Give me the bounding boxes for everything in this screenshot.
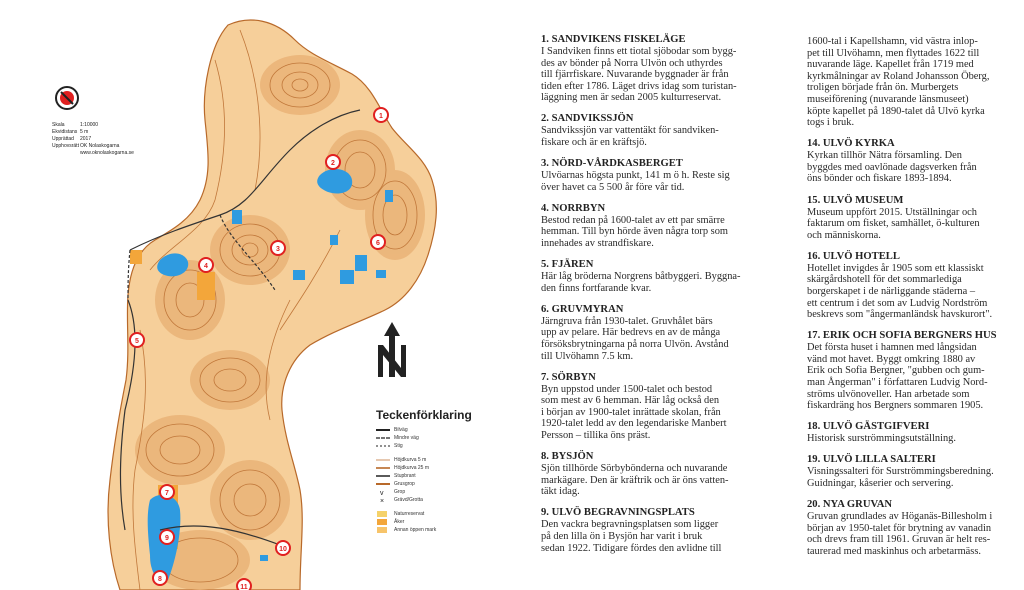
poi-description-line: I Sandviken finns ett tiotal sjöbodar som bygg-: [541, 46, 737, 57]
legend-label: Åker: [394, 519, 405, 525]
field-symbol-icon: [376, 519, 390, 525]
poi-entry: [541, 507, 773, 554]
poi-description-line: Ulvöarnas högsta punkt, 141 m ö h. Reste sig: [541, 170, 730, 182]
poi-description-line: borgerskapet i de närliggande städerna –: [807, 286, 976, 297]
marker-2[interactable]: [326, 155, 340, 169]
poi-description-line: Guidningar, kåserier och servering.: [807, 478, 954, 490]
marker-number: 9: [165, 535, 169, 542]
poi-title: 2. SANDVIKSSJÖN: [541, 113, 634, 125]
poi-entry: [807, 251, 1021, 321]
info-value: 1:10000: [80, 122, 99, 128]
poi-description-line: tiden efter 1786. Läget drivs idag som turistan-: [541, 80, 737, 92]
poi-title: 18. ULVÖ GÄSTGIFVERI: [807, 421, 930, 433]
info-label: Ekvidistans: [52, 129, 78, 135]
legend-item: [376, 480, 516, 488]
poi-description-line: sedan 1922. Tidigare fördes den avlidne till: [541, 542, 722, 554]
index-contour-symbol-icon: [376, 465, 390, 471]
marker-number: 8: [158, 576, 162, 583]
cliff-symbol-icon: [376, 473, 390, 479]
marker-number: 4: [204, 263, 208, 270]
poi-description-line: ett centrum i det som av Ludvig Nordström: [807, 297, 988, 309]
legend-item: [376, 426, 516, 434]
poi-description-line: Järngruva från 1930-talet. Gruvhålet bärs: [541, 315, 713, 327]
continued-line: köpte kapellet på 1890-talet då Ulvö kyrka: [807, 105, 985, 117]
legend-item: [376, 472, 516, 480]
poi-description-line: Historisk surströmmingsutställning.: [807, 433, 956, 445]
map-info-line: [52, 129, 182, 136]
pit-symbol-icon: [376, 489, 390, 495]
poi-description: [807, 263, 1021, 321]
map-info-block: [52, 122, 182, 157]
poi-description: [807, 466, 1021, 489]
poi-description-line: innehades av strandfiskare.: [541, 238, 654, 250]
poi-entry: [541, 451, 773, 498]
poi-description-line: fiskare och är en kräftsjö.: [541, 137, 647, 149]
poi-title: 19. ULVÖ LILLA SALTERI: [807, 454, 936, 466]
poi-description-line: Gruvan grundlades av Höganäs-Billesholm i: [807, 511, 993, 523]
poi-title: 8. BYSJÖN: [541, 451, 594, 463]
poi-description-line: vänd mot havet. Byggt omkring 1880 av: [807, 353, 976, 365]
info-label: [52, 150, 80, 157]
poi-description: [807, 150, 1021, 185]
poi-description-line: Museum uppfört 2015. Utställningar och: [807, 206, 977, 218]
poi-title: 15. ULVÖ MUSEUM: [807, 194, 904, 206]
text-column-right: [807, 36, 1021, 567]
poi-description-line: och drevs fram till 1961. Gruvan är helt res-: [807, 534, 991, 546]
poi-title: 7. SÖRBYN: [541, 371, 596, 383]
poi-description-line: 1920-talet ledd av den legendariske Manbert: [541, 418, 727, 430]
legend-title: Teckenförklaring: [376, 408, 472, 422]
info-value: 2017: [80, 136, 92, 142]
poi-description-line: täkt idag.: [541, 486, 580, 498]
poi-description-line: Erik och Sofia Bergner, "gubben och gum-: [807, 365, 985, 377]
poi-description-line: Bestod redan på 1600-talet av ett par smärre: [541, 214, 725, 226]
map-info-line: [52, 122, 182, 129]
info-label: Upphovsrätt: [52, 143, 79, 149]
legend-label: Stig: [394, 443, 403, 449]
marker-number: 6: [376, 240, 380, 247]
legend-item: [376, 518, 516, 526]
poi-description-line: Hotellet invigdes år 1905 som ett klassiskt: [807, 262, 984, 274]
poi-description-line: Visningssalteri för Surströmmingsberedning.: [807, 466, 994, 478]
reserve-symbol-icon: [376, 511, 390, 517]
marker-8[interactable]: [153, 571, 167, 585]
poi-description-line: beskrevs som "ångermanländsk havskurort".: [807, 309, 993, 321]
legend-item: [376, 488, 516, 496]
poi-description-line: och människorna.: [807, 229, 881, 241]
poi-description: [541, 384, 773, 442]
club-logo: [56, 87, 78, 109]
poi-title: 16. ULVÖ HOTELL: [807, 250, 900, 262]
legend-item: [376, 456, 516, 464]
poi-description-line: till Ulvöhamn 7.5 km.: [541, 350, 634, 362]
poi-description: [807, 207, 1021, 242]
poi-title: 5. FJÄREN: [541, 259, 594, 271]
path-symbol-icon: [376, 443, 390, 449]
legend-item: [376, 510, 516, 518]
gravel-pit-symbol-icon: [376, 481, 390, 487]
poi-entry: [807, 454, 1021, 489]
marker-number: 7: [165, 490, 169, 497]
continued-line: troligen började från ön. Murbergets: [807, 82, 959, 94]
poi-description: [541, 170, 773, 193]
poi-description: [541, 316, 773, 362]
poi-description-line: den finns fortfarande kvar.: [541, 282, 652, 294]
continued-line: museiförening (nuvarande länsmuseet): [807, 93, 969, 105]
poi-entry: [807, 195, 1021, 242]
poi-entry: [541, 304, 773, 362]
poi-description-line: i början av 1900-talet inrättade skolan, från: [541, 406, 721, 418]
svg-text:×: ×: [380, 498, 385, 503]
legend-item: [376, 442, 516, 450]
map-info-line: [52, 150, 182, 157]
continued-text: [807, 36, 1021, 129]
continued-line: togs i bruk.: [807, 117, 855, 129]
poi-title: 9. ULVÖ BEGRAVNINGSPLATS: [541, 507, 695, 519]
legend-label: Grop: [394, 489, 406, 495]
poi-entry: [807, 421, 1021, 445]
continued-line: nuvarande läge. Kapellet från 1719 med: [807, 59, 974, 71]
poi-description-line: Här låg bröderna Norgrens båtbyggeri. Byggna-: [541, 271, 741, 283]
poi-title: 6. GRUVMYRAN: [541, 303, 624, 315]
poi-description-line: taurerad med maskinhus och arbetarmäss.: [807, 545, 981, 557]
marker-number: 11: [240, 584, 248, 590]
legend-label: Grusgrop: [394, 481, 415, 487]
poi-title: 20. NYA GRUVAN: [807, 499, 893, 511]
poi-description: [541, 463, 773, 498]
legend-item: [376, 434, 516, 442]
poi-title: 17. ERIK OCH SOFIA BERGNERS HUS: [807, 330, 997, 342]
poi-description: [541, 519, 773, 554]
poi-description-line: början av 1950-talet för brytning av vanadin: [807, 522, 992, 534]
poi-title: 3. NÖRD-VÅRDKASBERGET: [541, 158, 683, 170]
poi-description-line: Sandvikssjön var vattentäkt för sandviken-: [541, 125, 719, 137]
legend-label: Grävd/Grotta: [394, 497, 423, 503]
map-info-line: [52, 136, 182, 143]
legend-label: Annan öppen mark: [394, 527, 437, 533]
poi-description-line: Sjön tillhörde Sörbybönderna och nuvarande: [541, 463, 728, 475]
legend-item: [376, 526, 516, 534]
continued-line: pet till Ulvöhamn, men flyttades 1622 till: [807, 47, 980, 59]
poi-description-line: des av bönder på Norra Ulvön och uthyrdes: [541, 57, 723, 69]
poi-entry: [541, 372, 773, 442]
poi-description: [807, 511, 1021, 557]
legend-label: Mindre väg: [394, 435, 419, 441]
info-label: Skala: [52, 122, 65, 128]
poi-entry: [541, 259, 773, 294]
marker-11[interactable]: [237, 579, 251, 590]
poi-description-line: Den vackra begravningsplatsen som ligger: [541, 519, 719, 531]
poi-description-line: hemman. Till byn hörde även några torp som: [541, 226, 729, 238]
poi-description-line: fiskardräng hos Bergners sommaren 1905.: [807, 400, 984, 412]
poi-entry: [807, 330, 1021, 412]
marker-9[interactable]: [160, 530, 174, 544]
minor-road-symbol-icon: [376, 435, 390, 441]
poi-description: [541, 271, 773, 294]
poi-description-line: man Ångerman" i författaren Ludvig Nord-: [807, 377, 988, 389]
poi-description-line: till fjärrfiskare. Nuvarande byggnader är från: [541, 69, 729, 81]
map-legend: [376, 408, 516, 534]
legend-item: [376, 496, 516, 504]
poi-entry: [541, 34, 773, 104]
marker-5[interactable]: [130, 333, 144, 347]
info-value: www.oknolaskogarna.se: [80, 150, 134, 156]
poi-description: [807, 342, 1021, 412]
poi-description-line: byggdes med oavlönade dagsverken från: [807, 161, 977, 173]
contour-symbol-icon: [376, 457, 390, 463]
marker-1[interactable]: [374, 108, 388, 122]
marker-4[interactable]: [199, 258, 213, 272]
poi-description-line: läggning men är sedan 2005 kulturreservat.: [541, 92, 722, 104]
poi-title: 4. NORRBYN: [541, 202, 606, 214]
marker-10[interactable]: [276, 541, 290, 555]
poi-description: [807, 433, 1021, 445]
marker-6[interactable]: [371, 235, 385, 249]
poi-title: 1. SANDVIKENS FISKELÄGE: [541, 34, 686, 45]
poi-description-line: som mest av 6 hemman. Här låg också den: [541, 395, 720, 407]
poi-description-line: Kyrkan tillhör Nätra församling. Den: [807, 150, 962, 162]
poi-description: [541, 125, 773, 148]
poi-description-line: över havet ca 5 500 år före vår tid.: [541, 181, 685, 193]
poi-description-line: Det första huset i hamnen med långsidan: [807, 342, 977, 354]
svg-text:v: v: [380, 490, 384, 495]
text-column-left: [541, 34, 773, 564]
legend-label: Bilväg: [394, 427, 408, 433]
legend-label: Höjdkurva 5 m: [394, 457, 427, 463]
poi-title: 14. ULVÖ KYRKA: [807, 138, 895, 150]
poi-description-line: skärgårdshotell för det sommarlediga: [807, 274, 962, 286]
poi-description-line: faktarum om fisket, samhället, ö-kulturen: [807, 218, 980, 230]
cave-symbol-icon: [376, 497, 390, 503]
poi-description-line: försöksbrytningarna på norra Ulvön. Avstånd: [541, 339, 729, 350]
road-symbol-icon: [376, 427, 390, 433]
marker-number: 5: [135, 338, 139, 345]
poi-entry: [541, 203, 773, 250]
marker-number: 10: [279, 546, 287, 553]
poi-description-line: öns bönder och fiskare 1893-1894.: [807, 173, 952, 185]
legend-label: Höjdkurva 25 m: [394, 465, 430, 471]
poi-entry: [541, 113, 773, 148]
open-land-symbol-icon: [376, 527, 390, 533]
legend-label: Stupbrant: [394, 473, 416, 479]
poi-entry: [541, 158, 773, 193]
poi-description-line: markägare. Den är kräftrik och är öns vatten-: [541, 474, 729, 486]
marker-7[interactable]: [160, 485, 174, 499]
poi-description-line: ströms ulvönoveller. Han arbetade som: [807, 388, 970, 400]
poi-description-line: Persson – tillika öns präst.: [541, 430, 651, 442]
continued-line: kyrkmålningar av Roland Johansson Öberg,: [807, 70, 990, 82]
info-label: Upprättad: [52, 136, 74, 142]
map-info-line: [52, 143, 182, 150]
marker-number: 2: [331, 160, 335, 167]
poi-description-line: på den lilla ön i Bysjön har varit i bruk: [541, 531, 703, 543]
continued-line: 1600-tal i Kapellshamn, vid västra inlop-: [807, 36, 978, 47]
info-value: OK Nolaskogarna: [80, 143, 120, 149]
legend-label: Naturreservat: [394, 511, 425, 517]
poi-entry: [807, 138, 1021, 185]
legend-item: [376, 464, 516, 472]
poi-description: [541, 215, 773, 250]
marker-number: 1: [379, 113, 383, 120]
poi-description-line: upp av pelare. Här bedrevs en av de många: [541, 327, 721, 339]
poi-description-line: Byn uppstod under 1500-talet och bestod: [541, 383, 713, 395]
info-value: 5 m: [80, 129, 89, 135]
poi-description: [541, 46, 773, 104]
marker-number: 3: [276, 246, 280, 253]
poi-entry: [807, 499, 1021, 557]
marker-3[interactable]: [271, 241, 285, 255]
